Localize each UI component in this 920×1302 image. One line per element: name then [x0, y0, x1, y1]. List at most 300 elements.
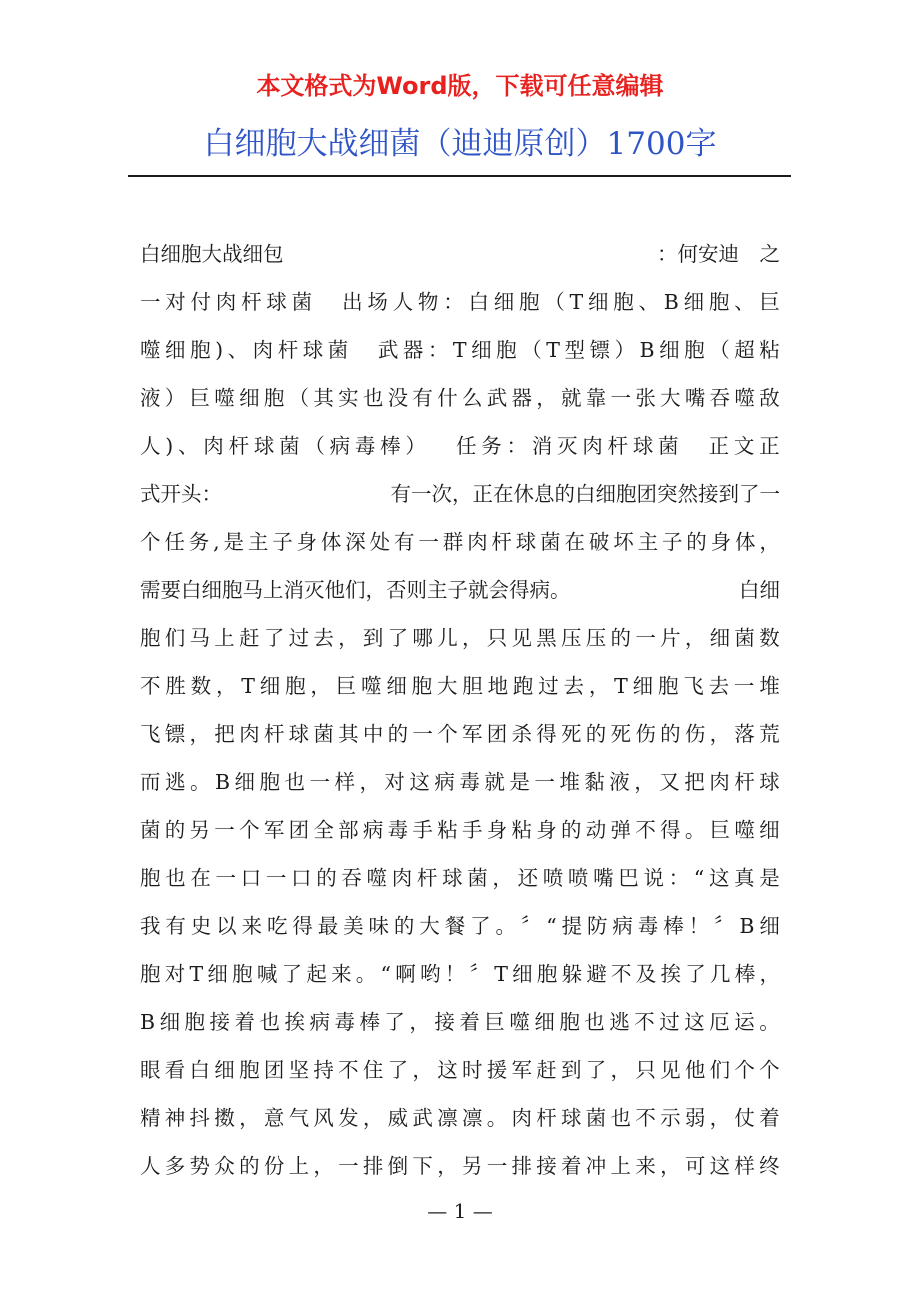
- text-char: 堆: [759, 674, 780, 698]
- text-char: 杆: [491, 530, 512, 554]
- text-char: 胞: [708, 290, 730, 314]
- text-char: 出: [342, 290, 363, 314]
- text-line: [140, 710, 780, 758]
- text-char: 任: [455, 434, 477, 458]
- text-char: 一: [635, 626, 656, 650]
- text-char: 喷: [567, 866, 589, 890]
- text-char: 着: [459, 1010, 480, 1034]
- text-char: 杆: [734, 770, 755, 794]
- text-char: ): [165, 434, 174, 458]
- text-char: 也: [362, 386, 384, 410]
- text-char: 细: [471, 338, 492, 362]
- text-char: 巨: [759, 290, 780, 314]
- text-char: （: [544, 290, 565, 314]
- text-line: [140, 422, 780, 470]
- text-char: 有: [393, 530, 415, 554]
- text-char: 细: [259, 674, 281, 698]
- text-char: 来: [635, 1154, 656, 1178]
- text-char: 防: [587, 914, 608, 938]
- text-char: 菌: [327, 338, 349, 362]
- text-char: 不: [634, 1010, 655, 1034]
- text-char: 球: [515, 530, 537, 554]
- text-char: “: [693, 866, 705, 890]
- text-char: 球: [759, 770, 780, 794]
- text-char: 灭: [557, 434, 578, 458]
- text-char: B: [739, 914, 755, 938]
- text-char: ，: [313, 1154, 334, 1178]
- text-line: [140, 1046, 780, 1094]
- text-char: 张: [635, 386, 656, 410]
- text-char: 餐: [444, 914, 466, 938]
- text-char: 到: [561, 1058, 582, 1082]
- text-char: 杀: [511, 722, 532, 746]
- document-body: [140, 230, 780, 1190]
- text-char: 部: [338, 818, 359, 842]
- text-char: 一: [412, 722, 433, 746]
- text-line: [140, 854, 780, 902]
- text-char: 病: [362, 818, 384, 842]
- text-char: 的: [686, 530, 707, 554]
- text-char: 就: [484, 770, 505, 794]
- text-char: 排: [362, 1154, 384, 1178]
- text-char: 得: [536, 722, 557, 746]
- text-char: 动: [585, 818, 607, 842]
- text-line: [140, 662, 780, 710]
- text-char: 接: [536, 1154, 557, 1178]
- text-char: 这: [437, 1058, 458, 1082]
- text-char: 喊: [256, 962, 278, 986]
- text-char: 噬: [361, 674, 382, 698]
- text-line: [140, 566, 780, 614]
- text-char: 胞: [184, 1010, 206, 1034]
- text-char: 细: [512, 962, 533, 986]
- text-char: “: [380, 962, 392, 986]
- text-char: 毒: [637, 914, 659, 938]
- text-char: 粘: [511, 818, 532, 842]
- text-char: 哟: [419, 962, 441, 986]
- text-char: 肉: [239, 722, 260, 746]
- text-char: 正: [759, 434, 780, 458]
- text-char: 球: [253, 434, 275, 458]
- text-char: 细: [632, 674, 654, 698]
- text-char: 军: [511, 1058, 532, 1082]
- text-char: 大: [660, 386, 681, 410]
- text-char: 。: [486, 1106, 508, 1130]
- text-char: 细: [165, 338, 186, 362]
- text-char: 胞: [239, 1058, 260, 1082]
- text-char: 巨: [189, 386, 211, 410]
- text-char: 没: [387, 386, 409, 410]
- text-char: 破: [588, 530, 610, 554]
- text-char: 靠: [585, 386, 607, 410]
- text-char: T: [569, 290, 584, 314]
- text-char: 味: [368, 914, 390, 938]
- text-char: 个: [140, 530, 161, 554]
- text-char: 去: [563, 674, 584, 698]
- text-char: 胞: [657, 674, 679, 698]
- text-char: 肉: [511, 1106, 532, 1130]
- text-char: 团: [288, 818, 310, 842]
- text-char: 手: [412, 818, 433, 842]
- text-char: B: [639, 338, 655, 362]
- text-char: 病: [434, 770, 455, 794]
- text-char: 胞: [559, 1010, 580, 1034]
- text-char: 在: [190, 866, 211, 890]
- text-char: 神: [164, 1106, 186, 1130]
- text-char: 史: [190, 914, 212, 938]
- text-char: 口: [240, 866, 262, 890]
- text-char: 粘: [437, 818, 458, 842]
- text-char: 镖: [164, 722, 186, 746]
- text-char: 菌: [734, 626, 755, 650]
- text-char: 死: [561, 722, 582, 746]
- text-char: 的: [316, 866, 337, 890]
- text-char: 细: [587, 290, 609, 314]
- text-char: 文: [733, 434, 755, 458]
- text-char: 〞: [713, 914, 735, 938]
- text-char: 、: [227, 338, 249, 362]
- text-char: 马: [189, 626, 211, 650]
- text-char: 嘴: [684, 386, 706, 410]
- text-char: 数: [759, 626, 780, 650]
- text-char: ，: [610, 1058, 632, 1082]
- text-char: 排: [511, 1154, 532, 1178]
- text-char: 接: [209, 1010, 231, 1034]
- text-char: 身: [536, 818, 557, 842]
- text-char: 细: [534, 1010, 555, 1034]
- text-char: 冲: [585, 1154, 607, 1178]
- text-char: ）: [614, 338, 635, 362]
- text-char: 粘: [759, 338, 780, 362]
- text-char: 处: [369, 530, 391, 554]
- text-char: 菌: [585, 1106, 607, 1130]
- text-char: 得: [660, 818, 681, 842]
- text-char: [317, 278, 338, 326]
- text-char: ，: [215, 674, 237, 698]
- text-line: [140, 278, 780, 326]
- text-char: 毒: [334, 1010, 355, 1034]
- text-char: 胞: [259, 770, 280, 794]
- text-char: 球: [266, 290, 287, 314]
- text-char: 杆: [536, 1106, 557, 1130]
- text-char: 可: [684, 1154, 706, 1178]
- text-char: ，: [709, 722, 731, 746]
- text-char: 眼: [140, 1058, 161, 1082]
- text-segment: 白细: [739, 578, 780, 602]
- text-char: 了: [384, 1010, 405, 1034]
- text-char: 坏: [613, 530, 634, 554]
- text-char: 数: [190, 674, 212, 698]
- text-char: ，: [409, 1010, 430, 1034]
- text-char: 子: [272, 530, 293, 554]
- text-char: 这: [409, 770, 430, 794]
- text-char: 棒: [734, 962, 756, 986]
- text-char: 球: [288, 722, 310, 746]
- text-char: 不: [611, 962, 632, 986]
- text-char: 也: [610, 1106, 632, 1130]
- text-char: B: [214, 770, 231, 794]
- text-char: 么: [461, 386, 483, 410]
- text-char: 菌: [658, 434, 679, 458]
- text-char: 了: [387, 1058, 409, 1082]
- text-char: T: [189, 962, 204, 986]
- text-char: 哪: [412, 626, 433, 650]
- text-char: 片: [660, 626, 681, 650]
- text-char: 主: [247, 530, 269, 554]
- text-char: 仗: [734, 1106, 755, 1130]
- text-char: 吃: [266, 914, 288, 938]
- text-char: 也: [584, 1010, 605, 1034]
- text-char: （: [304, 434, 325, 458]
- text-char: 擞: [214, 1106, 235, 1130]
- text-char: 白: [468, 290, 489, 314]
- text-char: 胞: [613, 290, 634, 314]
- text-char: 坚: [288, 1058, 310, 1082]
- text-char: 。: [355, 962, 377, 986]
- page-number: — 1 —: [427, 1199, 493, 1223]
- text-char: 肉: [582, 434, 603, 458]
- text-char: 务: [481, 434, 502, 458]
- text-char: 过: [538, 674, 559, 698]
- text-char: 胞: [232, 962, 253, 986]
- text-char: 敌: [759, 386, 780, 410]
- text-char: 精: [140, 1106, 161, 1130]
- text-char: ，: [588, 674, 610, 698]
- text-line: [140, 902, 780, 950]
- text-char: ，: [634, 770, 655, 794]
- text-char: 来: [331, 962, 352, 986]
- text-char: ，: [536, 386, 557, 410]
- text-char: 病: [329, 434, 351, 458]
- text-char: 球: [632, 434, 654, 458]
- text-char: 肉: [467, 530, 488, 554]
- text-segment: ：何安迪 之: [657, 242, 780, 266]
- text-char: 运: [734, 1010, 755, 1034]
- text-char: 看: [164, 1058, 186, 1082]
- text-char: 吞: [341, 866, 362, 890]
- text-char: 跑: [512, 674, 534, 698]
- text-char: 肉: [391, 866, 413, 890]
- text-char: 人: [392, 290, 414, 314]
- text-char: T: [452, 338, 467, 362]
- text-segment: 式开头：: [140, 482, 222, 506]
- text-char: 接: [434, 1010, 455, 1034]
- text-char: 在: [564, 530, 585, 554]
- text-char: （: [709, 338, 730, 362]
- text-char: 这: [684, 1010, 705, 1034]
- text-char: 胞: [496, 338, 517, 362]
- text-char: 援: [486, 1058, 508, 1082]
- text-char: 死: [610, 722, 632, 746]
- text-char: 美: [343, 914, 364, 938]
- text-char: 细: [683, 290, 705, 314]
- text-char: 了: [585, 1058, 607, 1082]
- text-char: 人: [140, 434, 161, 458]
- text-char: 细: [234, 770, 256, 794]
- text-char: 我: [140, 914, 161, 938]
- text-char: 主: [637, 530, 659, 554]
- text-char: 样: [734, 1154, 755, 1178]
- text-char: 胆: [462, 674, 483, 698]
- text-char: 什: [437, 386, 458, 410]
- text-char: 地: [487, 674, 509, 698]
- text-char: 上: [288, 1154, 310, 1178]
- text-char: 杆: [607, 434, 629, 458]
- text-char: 中: [362, 722, 384, 746]
- text-char: 细: [159, 1010, 181, 1034]
- text-char: 以: [216, 914, 237, 938]
- text-char: 噬: [734, 818, 755, 842]
- text-char: 胞: [140, 866, 161, 890]
- text-char: 发: [338, 1106, 359, 1130]
- text-char: 毒: [387, 818, 409, 842]
- text-char: 胞: [263, 386, 285, 410]
- text-char: 一: [534, 770, 555, 794]
- text-char: 毒: [459, 770, 480, 794]
- text-char: 团: [263, 1058, 285, 1082]
- text-char: 逃: [164, 770, 186, 794]
- document-title: 白细胞大战细菌（迪迪原创）1700字: [203, 126, 717, 162]
- text-char: 有: [165, 914, 186, 938]
- text-char: 不: [635, 818, 656, 842]
- text-char: 势: [189, 1154, 211, 1178]
- text-char: 只: [635, 1058, 656, 1082]
- text-char: 超: [734, 338, 755, 362]
- text-char: ：: [668, 866, 690, 890]
- text-segment: 有一次，正在休息的白细胞团突然接到了一: [390, 482, 780, 506]
- text-char: 胞: [285, 674, 306, 698]
- text-char: 一: [486, 1154, 508, 1178]
- text-char: 时: [461, 1058, 483, 1082]
- text-char: 的: [561, 818, 582, 842]
- text-char: 最: [317, 914, 339, 938]
- text-char: 胞: [140, 626, 161, 650]
- text-char: 的: [660, 722, 681, 746]
- text-char: 细: [493, 290, 515, 314]
- text-char: ：: [506, 434, 527, 458]
- text-char: ，: [359, 770, 380, 794]
- text-char: 白: [189, 1058, 211, 1082]
- text-char: 倒: [387, 1154, 409, 1178]
- text-char: 们: [164, 626, 186, 650]
- text-char: 〞: [520, 914, 542, 938]
- text-char: 。: [759, 1010, 780, 1034]
- text-char: 去: [708, 674, 730, 698]
- text-char: 液: [609, 770, 630, 794]
- text-char: 付: [190, 290, 212, 314]
- text-char: 务: [188, 530, 210, 554]
- text-char: 正: [708, 434, 730, 458]
- text-char: 而: [140, 770, 161, 794]
- text-line: [140, 1142, 780, 1190]
- text-char: 示: [660, 1106, 681, 1130]
- text-line: [140, 614, 780, 662]
- text-char: 个: [734, 1058, 755, 1082]
- text-char: 只: [486, 626, 508, 650]
- text-char: 对: [165, 290, 186, 314]
- text-char: 说: [643, 866, 664, 890]
- text-char: 身: [710, 530, 732, 554]
- text-char: ：: [443, 290, 464, 314]
- text-char: 意: [263, 1106, 285, 1130]
- text-char: 一: [265, 866, 287, 890]
- text-char: 巨: [709, 818, 731, 842]
- text-char: 的: [393, 914, 415, 938]
- text-char: 一: [215, 866, 237, 890]
- text-char: 黑: [536, 626, 557, 650]
- text-line: [140, 326, 780, 374]
- text-char: 子: [661, 530, 683, 554]
- text-char: ，: [189, 722, 211, 746]
- text-char: 武: [486, 386, 508, 410]
- text-char: 球: [442, 866, 463, 890]
- text-char: ，: [684, 626, 706, 650]
- text-char: 持: [313, 1058, 334, 1082]
- text-char: 实: [338, 386, 359, 410]
- text-char: 大: [436, 674, 458, 698]
- text-char: 众: [214, 1154, 235, 1178]
- text-char: 细: [207, 962, 228, 986]
- text-char: 对: [164, 962, 186, 986]
- text-line: [140, 470, 780, 518]
- text-line: [140, 230, 780, 278]
- text-char: 军: [461, 722, 483, 746]
- text-char: “: [546, 914, 557, 938]
- text-char: ，: [492, 866, 513, 890]
- text-char: 菌: [279, 434, 300, 458]
- text-char: 堆: [559, 770, 580, 794]
- text-char: （: [288, 386, 310, 410]
- text-char: 肉: [252, 338, 274, 362]
- text-char: 的: [164, 818, 186, 842]
- text-line: [140, 374, 780, 422]
- text-char: 这: [708, 866, 730, 890]
- text-char: 落: [734, 722, 755, 746]
- text-char: 另: [461, 1154, 483, 1178]
- text-char: 伤: [635, 722, 656, 746]
- text-char: 提: [561, 914, 583, 938]
- text-char: 菌: [467, 866, 488, 890]
- text-char: 深: [345, 530, 366, 554]
- text-char: 噬: [140, 338, 161, 362]
- text-char: 逃: [609, 1010, 630, 1034]
- text-char: 也: [165, 866, 186, 890]
- text-char: 到: [362, 626, 384, 650]
- text-char: 肉: [215, 290, 237, 314]
- text-char: 嘴: [593, 866, 614, 890]
- text-char: 赶: [536, 1058, 557, 1082]
- text-char: 菌: [313, 722, 334, 746]
- text-char: 武: [377, 338, 399, 362]
- text-char: 胞: [518, 290, 540, 314]
- text-char: 肉: [203, 434, 224, 458]
- text-char: 棒: [380, 434, 401, 458]
- text-char: 的: [585, 722, 607, 746]
- text-char: 凛: [437, 1106, 458, 1130]
- text-char: 避: [586, 962, 607, 986]
- text-char: 球: [561, 1106, 582, 1130]
- text-char: 个: [437, 722, 458, 746]
- text-char: 了: [470, 914, 491, 938]
- text-char: 、: [734, 290, 755, 314]
- text-char: [431, 422, 452, 470]
- text-char: 压: [585, 626, 607, 650]
- text-char: 得: [292, 914, 313, 938]
- text-line: [140, 806, 780, 854]
- text-char: 毒: [354, 434, 376, 458]
- text-char: 。: [495, 914, 516, 938]
- text-char: 下: [412, 1154, 433, 1178]
